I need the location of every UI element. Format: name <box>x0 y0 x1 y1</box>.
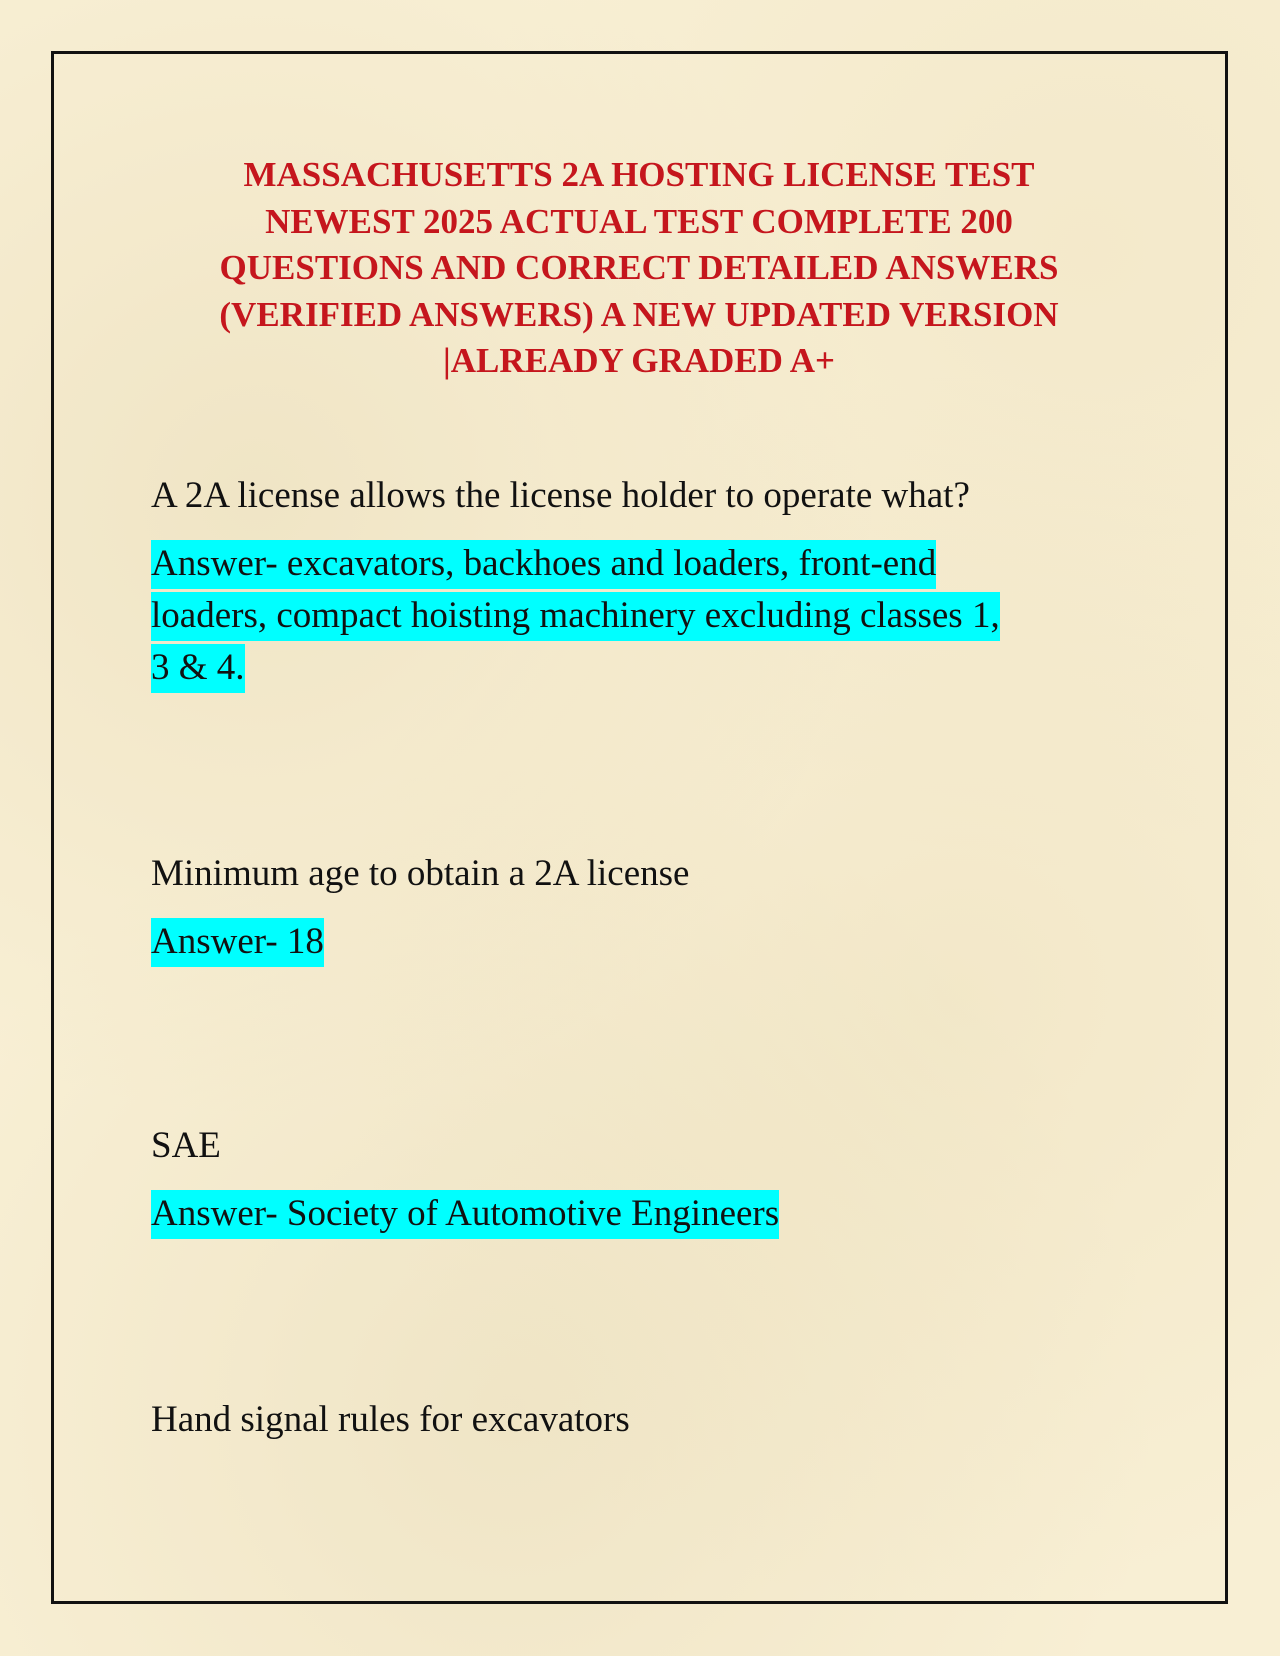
title-line: (VERIFIED ANSWERS) A NEW UPDATED VERSION <box>219 294 1059 334</box>
question-text: Minimum age to obtain a 2A license <box>151 853 690 894</box>
answer-text <box>151 916 1131 968</box>
title-line: MASSACHUSETTS 2A HOSTING LICENSE TEST <box>243 155 1035 194</box>
document-title <box>160 152 1118 385</box>
answer-highlight: 3 & 4. <box>151 644 245 693</box>
qa-item <box>151 852 1131 968</box>
qa-item <box>151 1124 1131 1240</box>
answer-highlight: loaders, compact hoisting machinery excluding classes 1, <box>151 592 1000 641</box>
qa-item <box>151 474 1131 694</box>
title-line: QUESTIONS AND CORRECT DETAILED ANSWERS <box>219 248 1059 287</box>
answer-line <box>151 590 1131 642</box>
answer-text <box>151 1188 1131 1240</box>
answer-highlight: Answer- Society of Automotive Engineers <box>151 1190 779 1239</box>
question-text: SAE <box>151 1125 221 1166</box>
title-line: NEWEST 2025 ACTUAL TEST COMPLETE 200 <box>265 201 1013 241</box>
answer-line <box>151 1188 1131 1240</box>
question-text: A 2A license allows the license holder to operate what? <box>151 475 970 516</box>
answer-highlight: Answer- excavators, backhoes and loaders, front-end <box>151 540 936 589</box>
qa-item <box>151 1398 1131 1442</box>
question-text: Hand signal rules for excavators <box>151 1399 630 1440</box>
title-line: |ALREADY GRADED A+ <box>443 341 835 380</box>
answer-text <box>151 538 1131 694</box>
answer-line <box>151 916 1131 968</box>
answer-line <box>151 538 1131 590</box>
answer-highlight: Answer- 18 <box>151 918 324 967</box>
answer-line <box>151 642 1131 694</box>
